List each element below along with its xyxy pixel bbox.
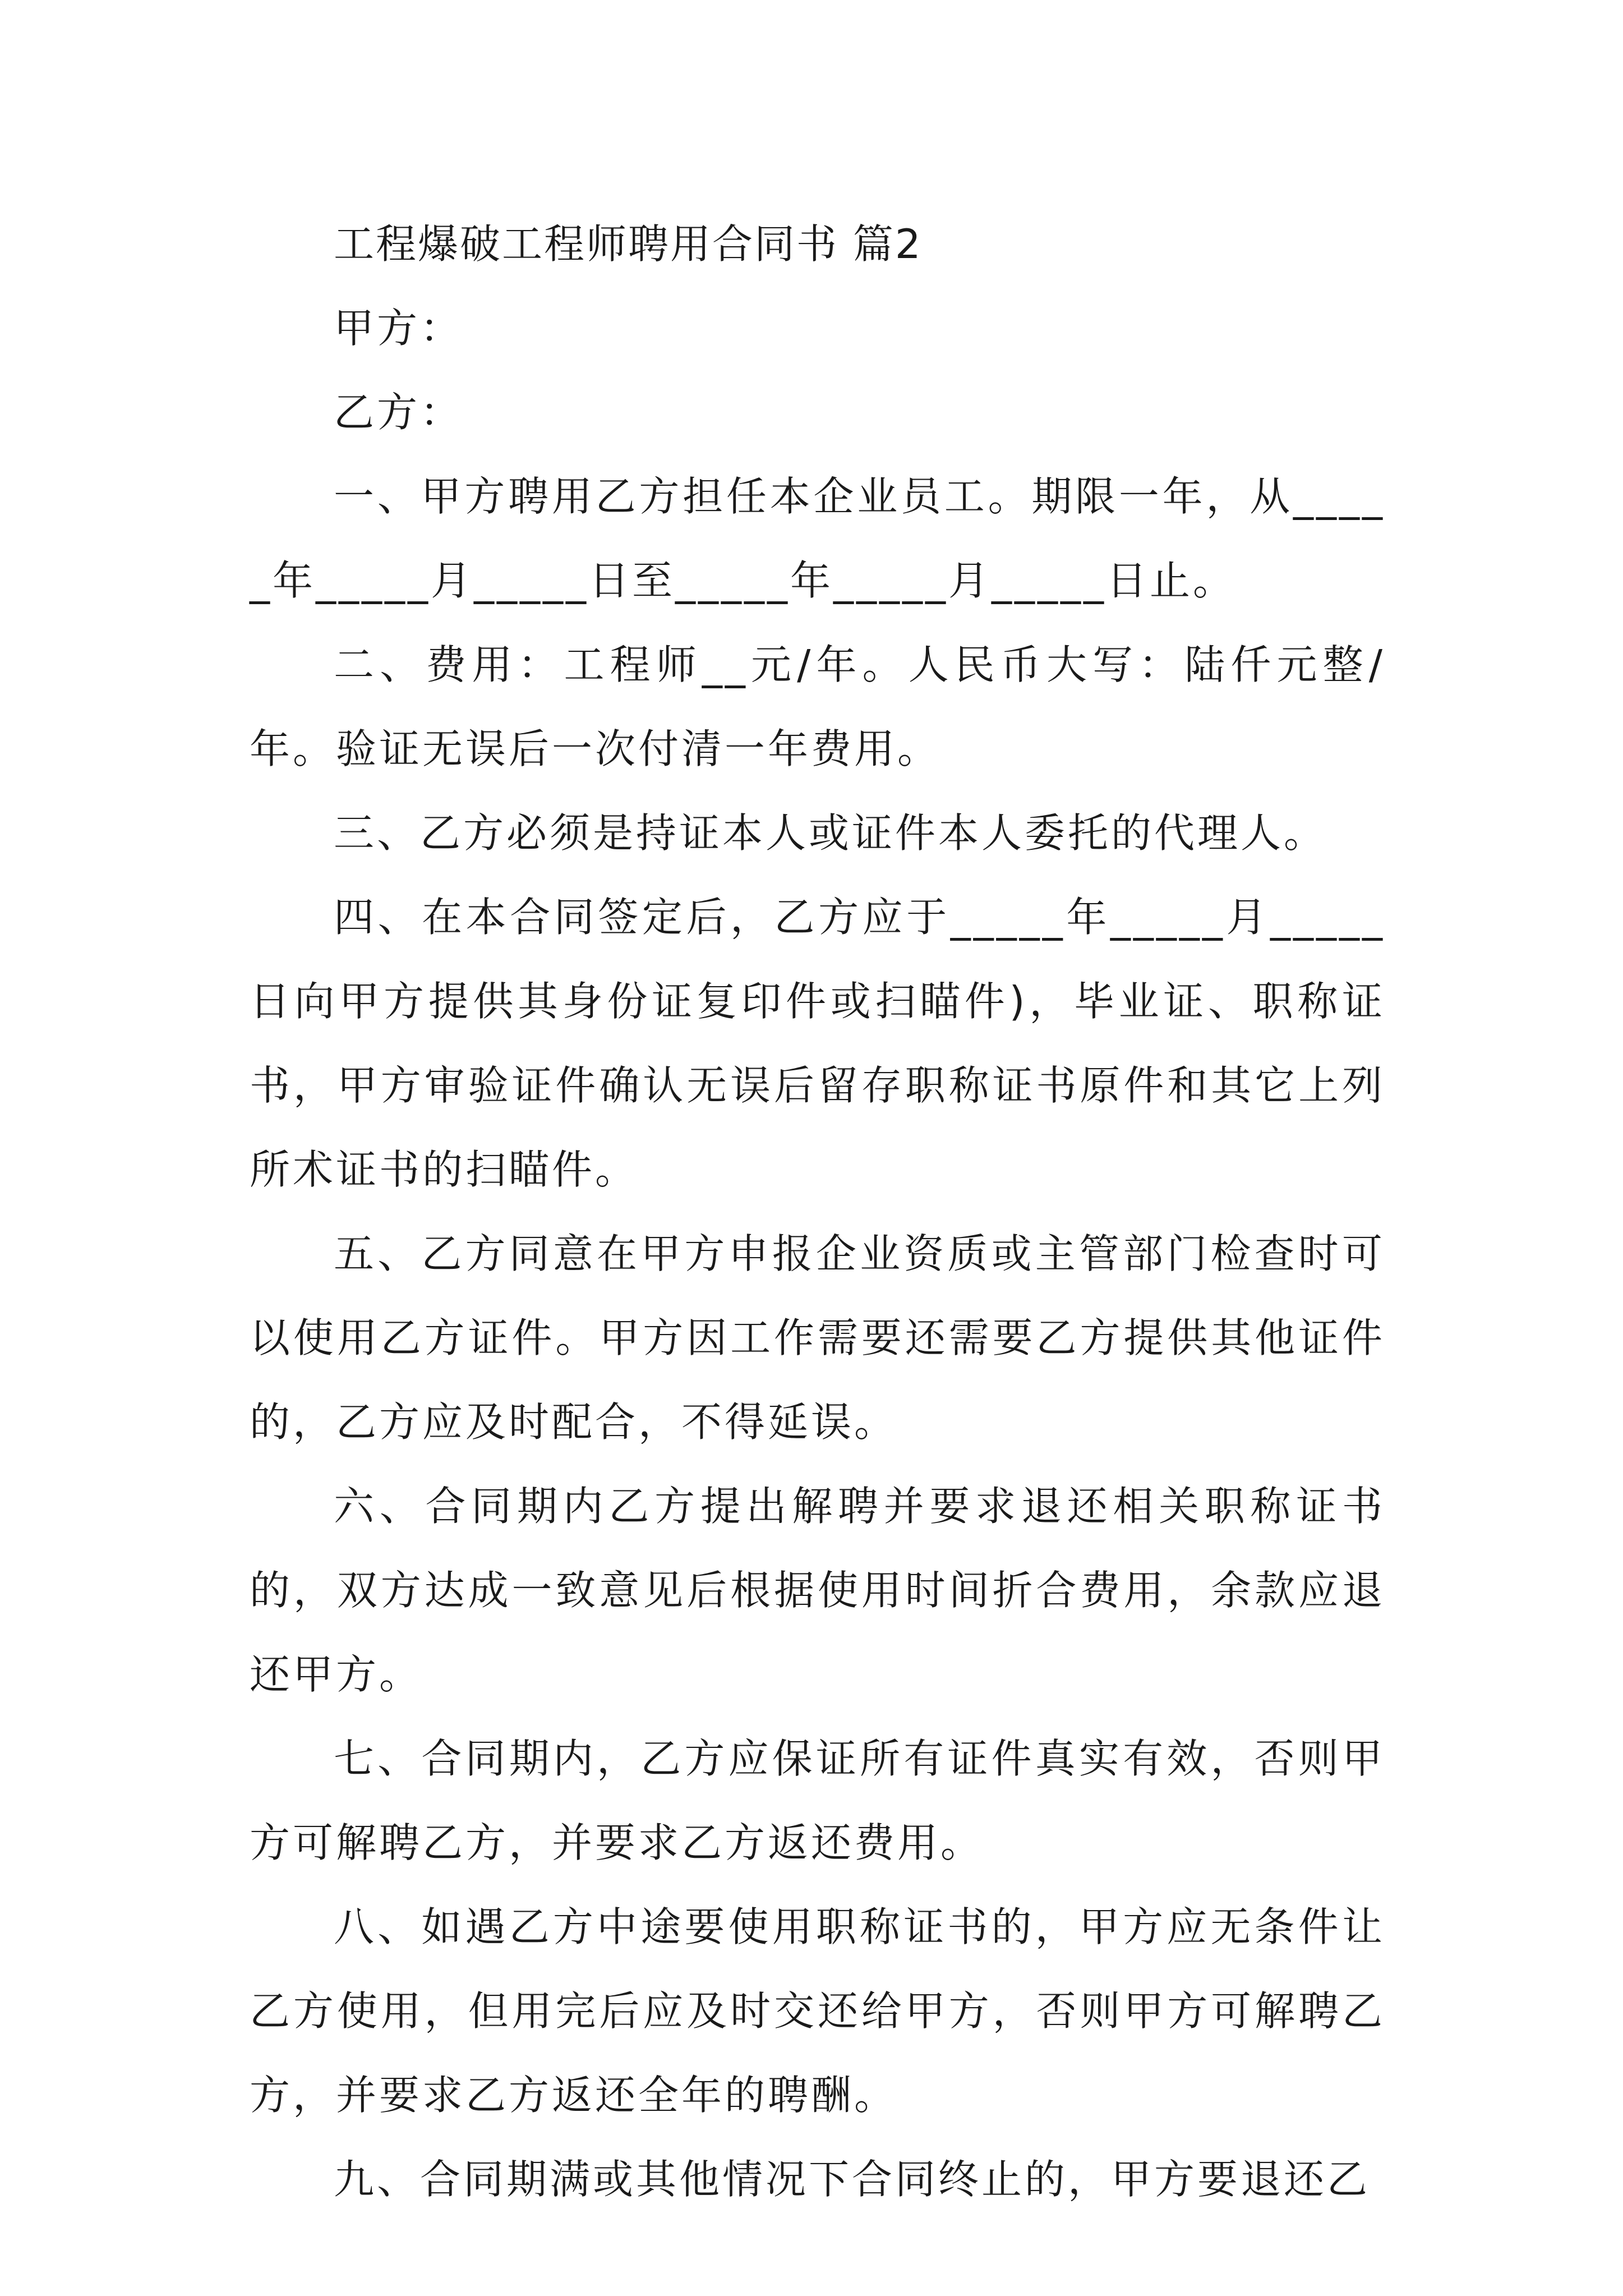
party-b-label: 乙方： — [334, 389, 464, 436]
clause-5: 五、乙方同意在甲方申报企业资质或主管部门检查时可以使用乙方证件。甲方因工作需要还需要乙方提供其他证件的，乙方应及时配合，不得延误。 — [250, 1230, 1385, 1446]
document-title: 工程爆破工程师聘用合同书 篇2 — [334, 220, 923, 268]
clause-4: 四、在本合同签定后，乙方应于_____年_____月_____日向甲方提供其身份证复印件或扫瞄件)，毕业证、职称证书，甲方审验证件确认无误后留存职称证书原件和其它上列所术证书的扫瞄件。 — [250, 894, 1385, 1193]
clause-1: 一、甲方聘用乙方担任本企业员工。期限一年，从_____年_____月_____日至_____年_____月_____日止。 — [250, 473, 1385, 604]
document-body — [250, 202, 1385, 2221]
clause-8: 八、如遇乙方中途要使用职称证书的，甲方应无条件让乙方使用，但用完后应及时交还给甲方，否则甲方可解聘乙方，并要求乙方返还全年的聘酬。 — [250, 1903, 1385, 2119]
clause-9: 九、合同期满或其他情况下合同终止的，甲方要退还乙 — [334, 2156, 1371, 2203]
party-a-label: 甲方： — [334, 305, 464, 352]
clause-7: 七、合同期内，乙方应保证所有证件真实有效，否则甲方可解聘乙方，并要求乙方返还费用。 — [250, 1735, 1385, 1866]
clause-6: 六、合同期内乙方提出解聘并要求退还相关职称证书的，双方达成一致意见后根据使用时间折合费用，余款应退还甲方。 — [250, 1483, 1385, 1698]
clause-2: 二、费用：工程师__元/年。人民币大写：陆仟元整/年。验证无误后一次付清一年费用。 — [250, 641, 1385, 772]
clause-3: 三、乙方必须是持证本人或证件本人委托的代理人。 — [334, 809, 1327, 857]
